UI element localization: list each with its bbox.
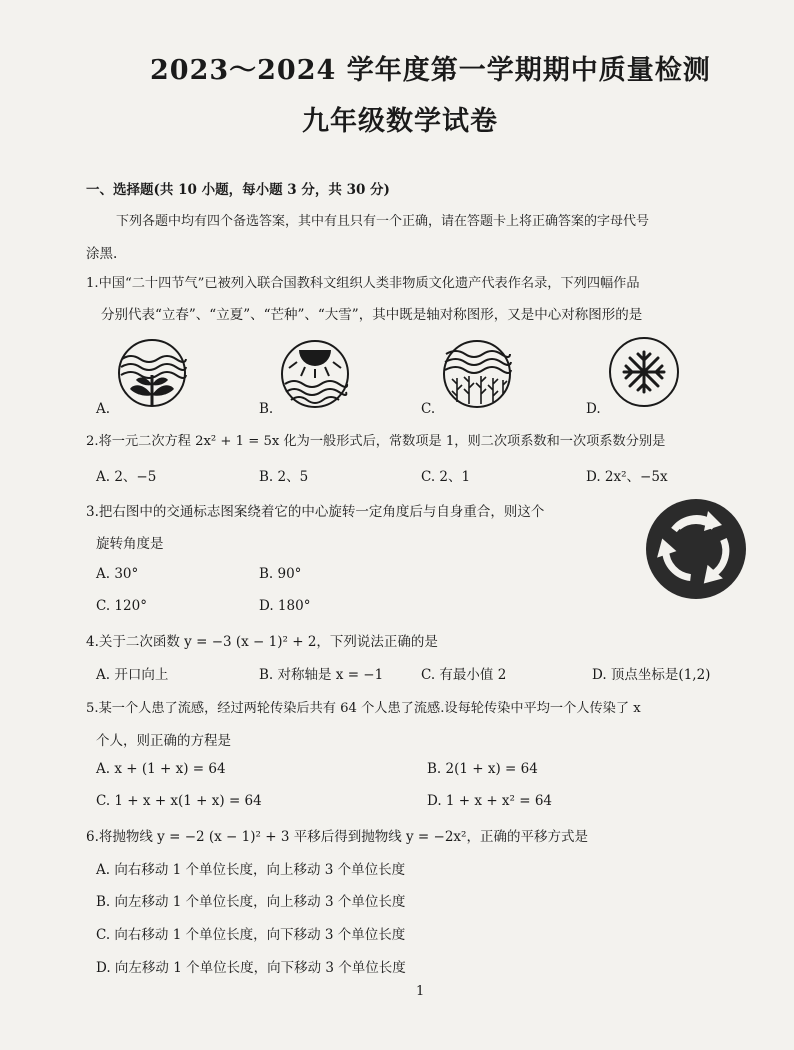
q4-option-b: B. 对称轴是 x = −1 bbox=[259, 667, 384, 683]
q5-option-b: B. 2(1 + x) = 64 bbox=[427, 761, 538, 777]
q5-option-c: C. 1 + x + x(1 + x) = 64 bbox=[96, 793, 262, 809]
q5-option-d: D. 1 + x + x² = 64 bbox=[427, 793, 553, 809]
q4-option-c: C. 有最小值 2 bbox=[421, 667, 507, 683]
page-subtitle: 九年级数学试卷 bbox=[302, 106, 498, 137]
q4-option-d: D. 顶点坐标是(1,2) bbox=[592, 667, 711, 683]
section-heading: 一、选择题(共 10 小题，每小题 3 分，共 30 分) bbox=[86, 182, 390, 198]
q3-option-a: A. 30° bbox=[96, 566, 139, 582]
lixia-sun-image bbox=[279, 338, 351, 410]
q2-option-d: D. 2x²、−5x bbox=[586, 469, 668, 485]
daxue-snowflake-image bbox=[607, 335, 681, 409]
roundabout-sign-image bbox=[644, 497, 748, 601]
q1-option-d: D. bbox=[586, 401, 601, 417]
q1-option-b: B. bbox=[259, 401, 274, 417]
instruction-line-2: 涂黑. bbox=[86, 246, 118, 262]
q1-option-c: C. bbox=[421, 401, 436, 417]
q2-option-c: C. 2、1 bbox=[421, 469, 471, 485]
q1-stem-line-2: 分别代表“立春”、“立夏”、“芒种”、“大雪”，其中既是轴对称图形，又是中心对称图形的是 bbox=[101, 307, 643, 323]
lichun-sprout-image bbox=[116, 337, 188, 409]
mangzhong-rice-image bbox=[441, 338, 513, 410]
q1-option-a: A. bbox=[96, 401, 111, 417]
q6-option-a: A. 向右移动 1 个单位长度，向上移动 3 个单位长度 bbox=[96, 862, 406, 878]
page-title: 2023～2024 学年度第一学期期中质量检测 bbox=[150, 55, 711, 86]
q3-option-c: C. 120° bbox=[96, 598, 147, 614]
q6-stem: 6.将抛物线 y = −2 (x − 1)² + 3 平移后得到抛物线 y = −2x²，正确的平移方式是 bbox=[86, 829, 588, 845]
q3-option-b: B. 90° bbox=[259, 566, 302, 582]
q6-option-d: D. 向左移动 1 个单位长度，向下移动 3 个单位长度 bbox=[96, 960, 406, 976]
q5-option-a: A. x + (1 + x) = 64 bbox=[96, 761, 226, 777]
q2-stem: 2.将一元二次方程 2x² + 1 = 5x 化为一般形式后，常数项是 1，则二次项系数和一次项系数分别是 bbox=[86, 434, 666, 449]
q2-option-a: A. 2、−5 bbox=[96, 469, 157, 485]
q2-option-b: B. 2、5 bbox=[259, 469, 309, 485]
q4-option-a: A. 开口向上 bbox=[96, 667, 169, 683]
q5-stem-line-2: 个人，则正确的方程是 bbox=[96, 733, 231, 749]
q3-stem-line-2: 旋转角度是 bbox=[96, 536, 164, 552]
q6-option-b: B. 向左移动 1 个单位长度，向上移动 3 个单位长度 bbox=[96, 894, 406, 910]
q1-stem-line-1: 1.中国“二十四节气”已被列入联合国教科文组织人类非物质文化遗产代表作名录，下列四幅作品 bbox=[86, 276, 640, 291]
q5-stem-line-1: 5.某一个人患了流感，经过两轮传染后共有 64 个人患了流感.设每轮传染中平均一个人传染了 x bbox=[86, 701, 641, 716]
instruction-line-1: 下列各题中均有四个备选答案，其中有且只有一个正确，请在答题卡上将正确答案的字母代号 bbox=[116, 214, 650, 229]
q6-option-c: C. 向右移动 1 个单位长度，向下移动 3 个单位长度 bbox=[96, 927, 406, 943]
q3-stem-line-1: 3.把右图中的交通标志图案绕着它的中心旋转一定角度后与自身重合，则这个 bbox=[86, 504, 545, 520]
q4-stem: 4.关于二次函数 y = −3 (x − 1)² + 2，下列说法正确的是 bbox=[86, 634, 438, 650]
page-number: 1 bbox=[416, 984, 425, 999]
q3-option-d: D. 180° bbox=[259, 598, 311, 614]
